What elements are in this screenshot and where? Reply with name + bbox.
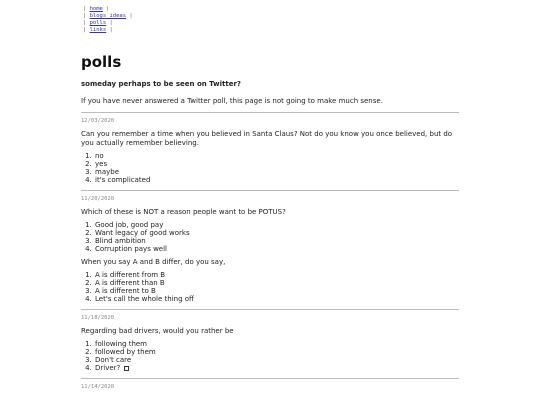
top-nav	[83, 6, 133, 34]
page-subtitle: someday perhaps to be seen on Twitter?	[81, 80, 241, 88]
poll-option: 3. A is different to B	[94, 287, 459, 295]
nav-link-blogs-ideas[interactable]: blogs ideas	[89, 13, 127, 19]
divider	[81, 112, 459, 113]
poll-question: When you say A and B differ, do you say,	[81, 258, 226, 266]
main-content	[81, 52, 459, 391]
poll-date: 11/14/2020	[81, 384, 115, 390]
poll-option: 3. Don't care	[94, 356, 459, 364]
nav-row: | blogs ideas |	[83, 13, 133, 19]
poll-option: 4. Corruption pays well	[94, 245, 459, 253]
poll-question: Regarding bad drivers, would you rather be	[81, 327, 234, 335]
poll-option: 2. A is different than B	[94, 279, 459, 287]
poll-options	[81, 152, 459, 184]
nav-row: | polls |	[83, 20, 113, 26]
poll-option: 1. Good job, good pay	[94, 221, 459, 229]
nav-row: | home |	[83, 6, 110, 12]
poll-option: 2. followed by them	[94, 348, 459, 356]
page-intro: If you have never answered a Twitter poll, this page is not going to make much sense.	[81, 97, 383, 105]
poll-option: 1. following them	[94, 340, 459, 348]
page-title: polls	[81, 53, 122, 71]
poll-option-label: Driver?	[95, 364, 121, 372]
poll-option: 1. no	[94, 152, 459, 160]
poll-option: 2. yes	[94, 160, 459, 168]
poll-option: 4. it's complicated	[94, 176, 459, 184]
divider	[81, 309, 459, 310]
poll-option-with-box	[94, 364, 459, 372]
poll-option: 4. Let's call the whole thing off	[94, 295, 459, 303]
nav-link-links[interactable]: links	[89, 27, 107, 33]
poll-option: 3. maybe	[94, 168, 459, 176]
poll-option: 3. Blind ambition	[94, 237, 459, 245]
poll-options	[81, 271, 459, 303]
poll-date: 11/18/2020	[81, 315, 115, 321]
poll-date: 12/03/2020	[81, 118, 115, 124]
divider	[81, 378, 459, 379]
nav-link-polls[interactable]: polls	[89, 20, 107, 26]
poll-date: 11/20/2020	[81, 196, 115, 202]
poll-options	[81, 340, 459, 372]
nav-row: | links |	[83, 27, 113, 33]
poll-options	[81, 221, 459, 253]
divider	[81, 190, 459, 191]
poll-question: Can you remember a time when you believed in Santa Claus? Not do you know you once believed, but do you actually remember believing.	[81, 130, 453, 147]
poll-question: Which of these is NOT a reason people want to be POTUS?	[81, 208, 286, 216]
nav-link-home[interactable]: home	[89, 6, 103, 12]
poll-option: 2. Want legacy of good works	[94, 229, 459, 237]
poll-option: 1. A is different from B	[94, 271, 459, 279]
checkbox-icon	[124, 366, 129, 371]
